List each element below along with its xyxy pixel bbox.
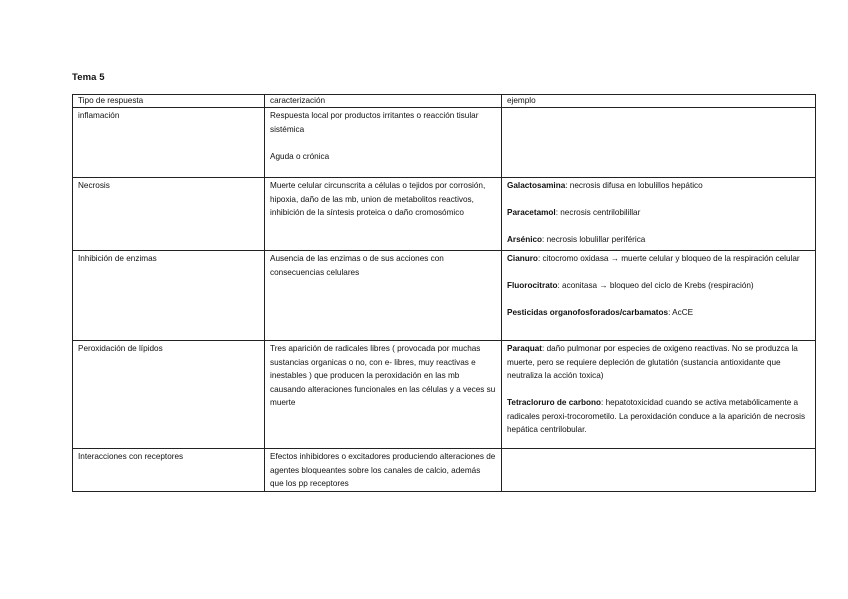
ejemplo-item [507, 279, 810, 293]
cell-caracterizacion [265, 341, 502, 449]
ejemplo-item [507, 179, 810, 193]
ejemplo-description: : aconitasa → bloqueo del ciclo de Krebs (respiración) [557, 281, 754, 290]
ejemplo-term: Cianuro [507, 254, 538, 263]
ejemplo-description: : necrosis centrilobilillar [555, 208, 641, 217]
ejemplo-term: Paracetamol [507, 208, 556, 217]
cell-ejemplo [502, 449, 816, 492]
cell-tipo: Peroxidación de lípidos [73, 341, 265, 449]
table-row [73, 251, 816, 341]
cell-tipo: Inhibición de enzimas [73, 251, 265, 341]
cell-ejemplo [502, 251, 816, 341]
cell-ejemplo [502, 178, 816, 251]
table-row [73, 178, 816, 251]
ejemplo-term: Tetracloruro de carbono [507, 398, 602, 407]
cell-ejemplo [502, 108, 816, 178]
column-header-tipo: Tipo de respuesta [73, 95, 265, 108]
caracterizacion-text: Respuesta local por productos irritantes o reacción tisular sistémica [270, 111, 479, 134]
ejemplo-term: Pesticidas organofosforados/carbamatos [507, 308, 669, 317]
column-header-ejemplo: ejemplo [502, 95, 816, 108]
ejemplo-description: : hepatotoxicidad cuando se activa metabólicamente a radicales peroxi-trocorometilo. La peroxidación conduce a la aparición de necrosis hepática centrilobular. [507, 398, 806, 434]
ejemplo-item [507, 306, 810, 320]
table-row [73, 341, 816, 449]
ejemplo-term: Galactosamina [507, 181, 566, 190]
ejemplo-term: Arsénico [507, 235, 543, 244]
ejemplo-description: : citocromo oxidasa → muerte celular y bloqueo de la respiración celular [537, 254, 800, 263]
table-header-row [73, 95, 816, 108]
caracterizacion-text: Tres aparición de radicales libres ( provocada por muchas sustancias organicas o no, con e- libres, muy reactivas e inestables ) que producen la peroxidación en las mb causando alteraciones funcionales en las células y a veces su muerte [270, 344, 496, 407]
ejemplo-description: : necrosis lobulillar periférica [542, 235, 646, 244]
column-header-caracterizacion: caracterización [265, 95, 502, 108]
cell-tipo: Interacciones con receptores [73, 449, 265, 492]
table-row [73, 449, 816, 492]
ejemplo-term: Paraquat [507, 344, 543, 353]
ejemplo-item [507, 206, 810, 220]
caracterizacion-text: Muerte celular circunscrita a células o tejidos por corrosión, hipoxia, daño de las mb, union de metabolitos reactivos, inhibición de la síntesis proteica o daño cromosómico [270, 181, 486, 217]
cell-caracterizacion [265, 449, 502, 492]
ejemplo-item [507, 233, 810, 247]
caracterizacion-text: Aguda o crónica [270, 151, 330, 161]
table-row [73, 108, 816, 178]
cell-ejemplo [502, 341, 816, 449]
caracterizacion-text: Efectos inhibidores o excitadores produciendo alteraciones de agentes bloqueantes sobre los canales de calcio, además que los pp receptores [270, 452, 496, 488]
ejemplo-term: Fluorocitrato [507, 281, 558, 290]
ejemplo-description: : AcCE [668, 308, 694, 317]
cell-caracterizacion [265, 251, 502, 341]
ejemplo-description: : daño pulmonar por especies de oxigeno reactivas. No se produzca la muerte, pero se requiere depleción de glutatión (sustancia antioxidante que neutraliza la acción toxica) [507, 344, 798, 380]
response-types-table [72, 94, 816, 492]
cell-tipo: inflamación [73, 108, 265, 178]
cell-tipo: Necrosis [73, 178, 265, 251]
ejemplo-description: : necrosis difusa en lobulillos hepático [565, 181, 703, 190]
caracterizacion-text: Ausencia de las enzimas o de sus acciones con consecuencias celulares [270, 254, 444, 277]
cell-caracterizacion [265, 178, 502, 251]
ejemplo-item [507, 252, 810, 266]
document-heading: Tema 5 [72, 72, 105, 83]
ejemplo-item [507, 342, 810, 383]
ejemplo-item [507, 396, 810, 437]
cell-caracterizacion [265, 108, 502, 178]
